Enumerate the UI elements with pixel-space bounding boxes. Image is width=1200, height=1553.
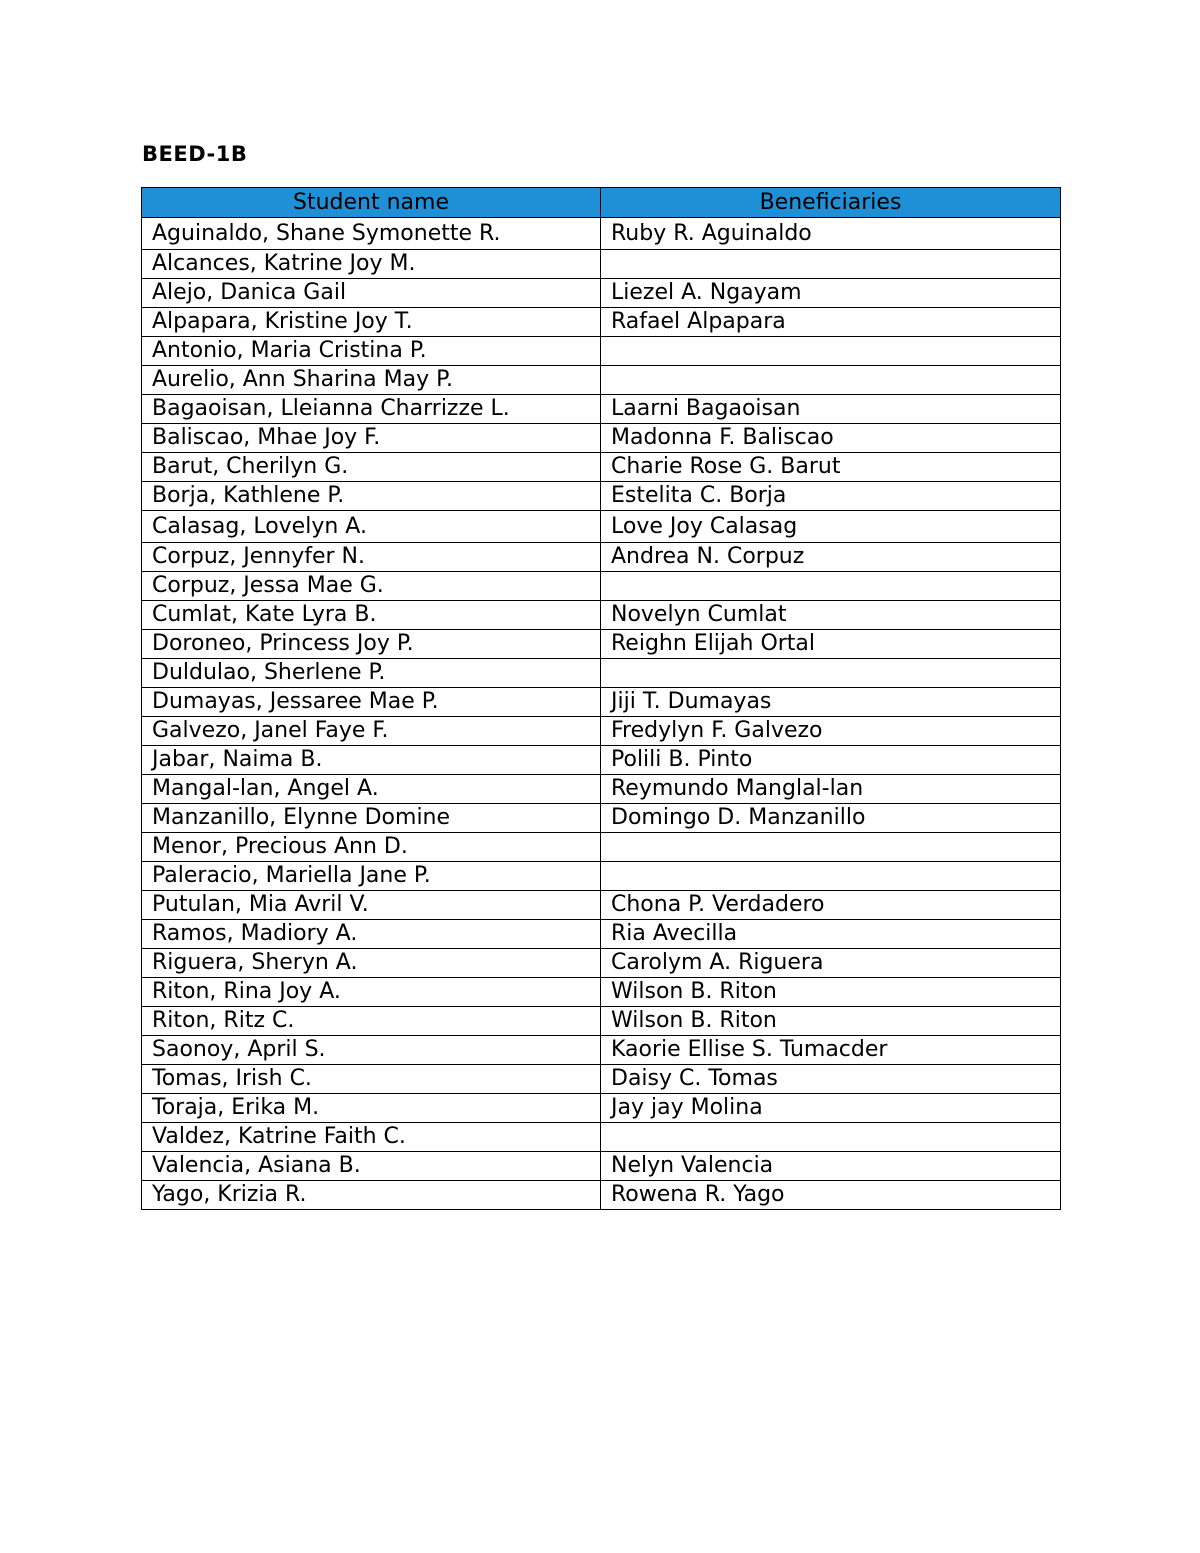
beneficiary-cell — [601, 1123, 1061, 1152]
table-row — [142, 1007, 1061, 1036]
student-name-cell: Putulan, Mia Avril V. — [142, 891, 601, 920]
table-row — [142, 366, 1061, 395]
table-row — [142, 601, 1061, 630]
table-header — [142, 188, 1061, 218]
table-row — [142, 1152, 1061, 1181]
table-row — [142, 1036, 1061, 1065]
table-row — [142, 511, 1061, 543]
beneficiary-cell: Chona P. Verdadero — [601, 891, 1061, 920]
page-title: BEED-1B — [142, 142, 248, 166]
beneficiary-cell: Rowena R. Yago — [601, 1181, 1061, 1210]
student-name-cell: Toraja, Erika M. — [142, 1094, 601, 1123]
student-name-cell: Tomas, Irish C. — [142, 1065, 601, 1094]
beneficiary-cell: Andrea N. Corpuz — [601, 543, 1061, 572]
beneficiary-cell: Fredylyn F. Galvezo — [601, 717, 1061, 746]
table-row — [142, 688, 1061, 717]
beneficiary-cell: Love Joy Calasag — [601, 511, 1061, 543]
table-row — [142, 424, 1061, 453]
student-name-cell: Paleracio, Mariella Jane P. — [142, 862, 601, 891]
beneficiary-cell: Laarni Bagaoisan — [601, 395, 1061, 424]
beneficiary-cell: Daisy C. Tomas — [601, 1065, 1061, 1094]
student-name-cell: Borja, Kathlene P. — [142, 482, 601, 511]
table-row — [142, 833, 1061, 862]
column-header-student-name: Student name — [142, 188, 601, 218]
beneficiary-cell: Liezel A. Ngayam — [601, 279, 1061, 308]
student-name-cell: Saonoy, April S. — [142, 1036, 601, 1065]
table-row — [142, 804, 1061, 833]
student-name-cell: Alpapara, Kristine Joy T. — [142, 308, 601, 337]
table-row — [142, 1181, 1061, 1210]
table-row — [142, 949, 1061, 978]
table-row — [142, 862, 1061, 891]
student-name-cell: Mangal-lan, Angel A. — [142, 775, 601, 804]
beneficiary-cell: Charie Rose G. Barut — [601, 453, 1061, 482]
beneficiary-cell: Polili B. Pinto — [601, 746, 1061, 775]
student-name-cell: Manzanillo, Elynne Domine — [142, 804, 601, 833]
student-name-cell: Menor, Precious Ann D. — [142, 833, 601, 862]
beneficiary-cell — [601, 250, 1061, 279]
table-row — [142, 659, 1061, 688]
beneficiary-cell: Reymundo Manglal-lan — [601, 775, 1061, 804]
beneficiary-cell: Wilson B. Riton — [601, 1007, 1061, 1036]
student-name-cell: Antonio, Maria Cristina P. — [142, 337, 601, 366]
beneficiary-cell: Domingo D. Manzanillo — [601, 804, 1061, 833]
table-row — [142, 1065, 1061, 1094]
table-row — [142, 746, 1061, 775]
beneficiary-cell — [601, 833, 1061, 862]
student-name-cell: Riton, Rina Joy A. — [142, 978, 601, 1007]
beneficiary-cell — [601, 572, 1061, 601]
beneficiary-cell: Kaorie Ellise S. Tumacder — [601, 1036, 1061, 1065]
beneficiary-cell — [601, 659, 1061, 688]
student-name-cell: Ramos, Madiory A. — [142, 920, 601, 949]
student-name-cell: Calasag, Lovelyn A. — [142, 511, 601, 543]
beneficiary-cell: Rafael Alpapara — [601, 308, 1061, 337]
beneficiary-cell: Madonna F. Baliscao — [601, 424, 1061, 453]
beneficiary-cell: Jay jay Molina — [601, 1094, 1061, 1123]
student-name-cell: Alejo, Danica Gail — [142, 279, 601, 308]
student-name-cell: Valencia, Asiana B. — [142, 1152, 601, 1181]
student-name-cell: Barut, Cherilyn G. — [142, 453, 601, 482]
table-body — [142, 218, 1061, 1210]
table-row — [142, 630, 1061, 659]
table-row — [142, 218, 1061, 250]
beneficiary-cell: Jiji T. Dumayas — [601, 688, 1061, 717]
table-row — [142, 717, 1061, 746]
beneficiary-cell — [601, 862, 1061, 891]
beneficiary-cell: Wilson B. Riton — [601, 978, 1061, 1007]
table-row — [142, 572, 1061, 601]
student-name-cell: Corpuz, Jessa Mae G. — [142, 572, 601, 601]
beneficiary-cell: Carolym A. Riguera — [601, 949, 1061, 978]
beneficiary-cell — [601, 337, 1061, 366]
beneficiary-cell: Ria Avecilla — [601, 920, 1061, 949]
beneficiary-cell — [601, 366, 1061, 395]
beneficiary-cell: Reighn Elijah Ortal — [601, 630, 1061, 659]
student-name-cell: Cumlat, Kate Lyra B. — [142, 601, 601, 630]
table-row — [142, 978, 1061, 1007]
beneficiary-cell: Ruby R. Aguinaldo — [601, 218, 1061, 250]
student-name-cell: Riton, Ritz C. — [142, 1007, 601, 1036]
student-name-cell: Yago, Krizia R. — [142, 1181, 601, 1210]
beneficiaries-table — [141, 187, 1061, 1210]
student-name-cell: Duldulao, Sherlene P. — [142, 659, 601, 688]
student-name-cell: Corpuz, Jennyfer N. — [142, 543, 601, 572]
table-row — [142, 279, 1061, 308]
table-row — [142, 920, 1061, 949]
table-row — [142, 337, 1061, 366]
table-row — [142, 1094, 1061, 1123]
table-row — [142, 482, 1061, 511]
student-name-cell: Valdez, Katrine Faith C. — [142, 1123, 601, 1152]
student-name-cell: Alcances, Katrine Joy M. — [142, 250, 601, 279]
table-row — [142, 543, 1061, 572]
table-header-row — [142, 188, 1061, 218]
student-name-cell: Baliscao, Mhae Joy F. — [142, 424, 601, 453]
student-name-cell: Riguera, Sheryn A. — [142, 949, 601, 978]
student-name-cell: Galvezo, Janel Faye F. — [142, 717, 601, 746]
table-row — [142, 891, 1061, 920]
table-row — [142, 250, 1061, 279]
table-row — [142, 308, 1061, 337]
beneficiary-cell: Novelyn Cumlat — [601, 601, 1061, 630]
beneficiary-cell: Nelyn Valencia — [601, 1152, 1061, 1181]
table-row — [142, 453, 1061, 482]
table-row — [142, 395, 1061, 424]
student-name-cell: Aguinaldo, Shane Symonette R. — [142, 218, 601, 250]
student-name-cell: Aurelio, Ann Sharina May P. — [142, 366, 601, 395]
table-row — [142, 1123, 1061, 1152]
table-row — [142, 775, 1061, 804]
student-name-cell: Jabar, Naima B. — [142, 746, 601, 775]
student-name-cell: Dumayas, Jessaree Mae P. — [142, 688, 601, 717]
student-name-cell: Bagaoisan, Lleianna Charrizze L. — [142, 395, 601, 424]
beneficiary-cell: Estelita C. Borja — [601, 482, 1061, 511]
column-header-beneficiaries: Beneficiaries — [601, 188, 1061, 218]
student-name-cell: Doroneo, Princess Joy P. — [142, 630, 601, 659]
